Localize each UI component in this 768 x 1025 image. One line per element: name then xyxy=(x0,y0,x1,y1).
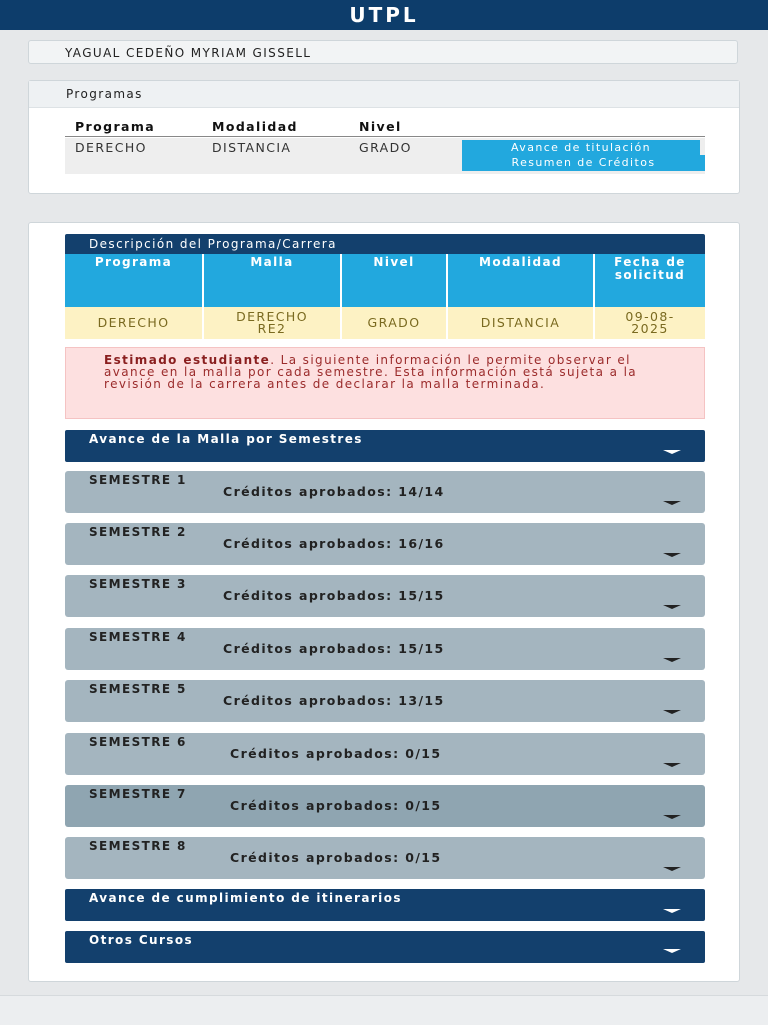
desc-value-modalidad: DISTANCIA xyxy=(448,307,595,339)
desc-header-fecha: Fecha de solicitud xyxy=(595,254,705,307)
desc-value-fecha: 09-08-2025 xyxy=(595,307,705,339)
desc-value-programa: DERECHO xyxy=(65,307,204,339)
chevron-down-icon xyxy=(663,867,681,871)
semester-8-toggle[interactable] xyxy=(65,837,705,879)
semester-1-toggle[interactable] xyxy=(65,471,705,513)
semester-credits: Créditos aprobados: 0/15 xyxy=(230,850,442,865)
semester-credits: Créditos aprobados: 14/14 xyxy=(223,484,445,499)
semester-title: SEMESTRE 2 xyxy=(89,525,187,539)
programs-cell-nivel: GRADO xyxy=(359,140,412,155)
semester-5-toggle[interactable] xyxy=(65,680,705,722)
semester-6-toggle[interactable] xyxy=(65,733,705,775)
desc-header-modalidad: Modalidad xyxy=(448,254,595,307)
semester-title: SEMESTRE 3 xyxy=(89,577,187,591)
alert-bold-text: Estimado estudiante xyxy=(104,353,271,367)
itinerarios-toggle[interactable] xyxy=(65,889,705,921)
semester-title: SEMESTRE 7 xyxy=(89,787,187,801)
chevron-down-icon xyxy=(663,909,681,913)
semester-title: SEMESTRE 8 xyxy=(89,839,187,853)
chevron-down-icon xyxy=(663,605,681,609)
programs-panel-title: Programas xyxy=(29,81,739,108)
desc-header-programa: Programa xyxy=(65,254,204,307)
top-bar xyxy=(0,0,768,30)
programs-cell-modalidad: DISTANCIA xyxy=(212,140,292,155)
desc-header-nivel: Nivel xyxy=(342,254,448,307)
itinerarios-title: Avance de cumplimiento de itinerarios xyxy=(89,891,402,905)
semester-credits: Créditos aprobados: 15/15 xyxy=(223,588,445,603)
semester-4-toggle[interactable] xyxy=(65,628,705,670)
table-row xyxy=(65,138,705,174)
description-title: Descripción del Programa/Carrera xyxy=(65,234,705,254)
otros-cursos-toggle[interactable] xyxy=(65,931,705,963)
programs-table-divider xyxy=(65,136,705,137)
main-panel xyxy=(28,222,740,982)
avance-titulacion-button[interactable]: Avance de titulación xyxy=(462,140,700,156)
semester-title: SEMESTRE 5 xyxy=(89,682,187,696)
desc-header-malla: Malla xyxy=(204,254,342,307)
otros-cursos-title: Otros Cursos xyxy=(89,933,194,947)
semester-2-toggle[interactable] xyxy=(65,523,705,565)
student-name: YAGUAL CEDEÑO MYRIAM GISSELL xyxy=(28,40,738,64)
malla-progress-toggle[interactable] xyxy=(65,430,705,462)
programs-col-nivel: Nivel xyxy=(359,119,402,134)
semester-credits: Créditos aprobados: 0/15 xyxy=(230,798,442,813)
chevron-down-icon xyxy=(663,501,681,505)
malla-progress-title: Avance de la Malla por Semestres xyxy=(89,432,363,446)
alert-text: . La siguiente información le permite observar el avance en la malla por cada semestre. Esta información está sujeta a la revisión de la carrera antes de declarar la malla terminada. xyxy=(104,353,638,391)
chevron-down-icon xyxy=(663,949,681,953)
programs-col-modalidad: Modalidad xyxy=(212,119,298,134)
chevron-down-icon xyxy=(663,763,681,767)
desc-value-malla: DERECHO RE2 xyxy=(204,307,342,339)
footer xyxy=(0,995,768,1025)
desc-value-nivel: GRADO xyxy=(342,307,448,339)
programs-panel xyxy=(28,80,740,194)
chevron-down-icon xyxy=(663,815,681,819)
chevron-down-icon xyxy=(663,450,681,454)
semester-title: SEMESTRE 6 xyxy=(89,735,187,749)
semester-credits: Créditos aprobados: 15/15 xyxy=(223,641,445,656)
chevron-down-icon xyxy=(663,710,681,714)
semester-credits: Créditos aprobados: 0/15 xyxy=(230,746,442,761)
semester-7-toggle[interactable] xyxy=(65,785,705,827)
semester-3-toggle[interactable] xyxy=(65,575,705,617)
programs-col-programa: Programa xyxy=(75,119,156,134)
semester-credits: Créditos aprobados: 13/15 xyxy=(223,693,445,708)
programs-cell-programa: DERECHO xyxy=(75,140,147,155)
brand-logo: UTPL xyxy=(349,3,419,27)
chevron-down-icon xyxy=(663,553,681,557)
info-alert xyxy=(65,347,705,419)
semester-title: SEMESTRE 4 xyxy=(89,630,187,644)
chevron-down-icon xyxy=(663,658,681,662)
semester-credits: Créditos aprobados: 16/16 xyxy=(223,536,445,551)
resumen-creditos-button[interactable]: Resumen de Créditos xyxy=(462,155,705,171)
semester-title: SEMESTRE 1 xyxy=(89,473,187,487)
